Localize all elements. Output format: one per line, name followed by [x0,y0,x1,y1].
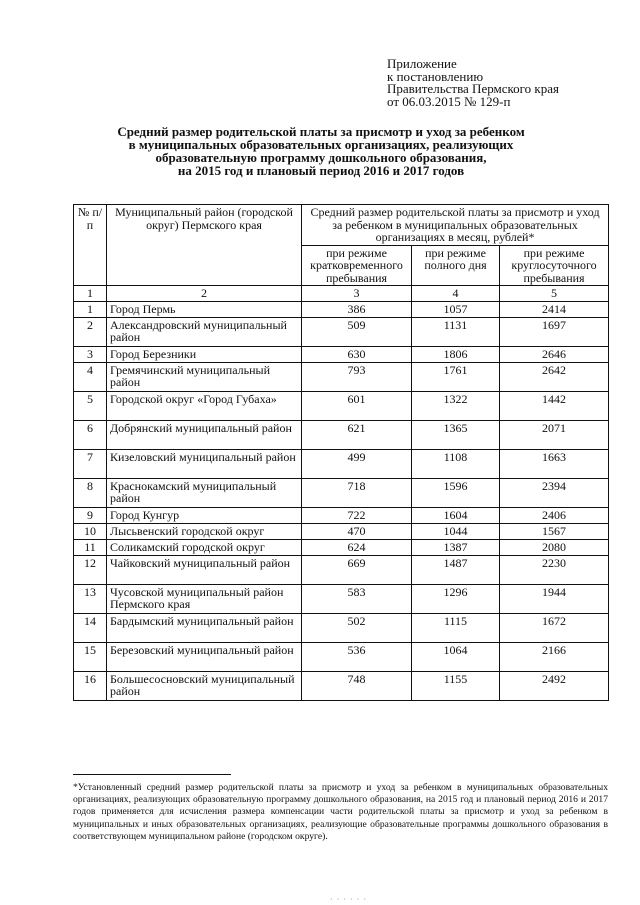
appendix-reference [387,58,559,108]
document-title [96,125,546,177]
row-number: 9 [74,507,107,523]
table-row [74,642,609,671]
fee-round-the-clock: 2071 [500,420,609,449]
row-number: 4 [74,362,107,391]
row-number: 5 [74,391,107,420]
fee-full-day: 1057 [412,301,500,317]
table-row [74,507,609,523]
district-name: Соликамский городской округ [107,539,302,555]
table-row [74,391,609,420]
fee-short-stay: 509 [302,317,412,346]
fee-round-the-clock: 2414 [500,301,609,317]
fee-round-the-clock: 1672 [500,613,609,642]
district-name: Город Березники [107,346,302,362]
fee-full-day: 1131 [412,317,500,346]
district-name: Чусовской муниципальный район Пермского края [107,584,302,613]
fee-short-stay: 499 [302,449,412,478]
table-row [74,346,609,362]
district-name: Большесосновский муниципальный район [107,671,302,700]
fee-full-day: 1044 [412,523,500,539]
fee-short-stay: 583 [302,584,412,613]
header-round-the-clock: при режиме круглосуточного пребывания [500,245,609,286]
table-row [74,420,609,449]
fee-short-stay: 624 [302,539,412,555]
fee-full-day: 1387 [412,539,500,555]
column-number: 1 [74,286,107,302]
fee-short-stay: 386 [302,301,412,317]
row-number: 15 [74,642,107,671]
district-name: Город Пермь [107,301,302,317]
row-number: 14 [74,613,107,642]
fee-short-stay: 630 [302,346,412,362]
appendix-line: Приложение [387,56,457,71]
fee-short-stay: 718 [302,478,412,507]
row-number: 7 [74,449,107,478]
table-row [74,613,609,642]
row-number: 12 [74,555,107,584]
appendix-line: к постановлению [387,68,484,84]
table-row [74,584,609,613]
fee-short-stay: 470 [302,523,412,539]
header-fee-group: Средний размер родительской платы за присмотр и уход за ребенком в муниципальных образовательных организациях в месяц, рублей* [302,205,609,246]
column-number: 3 [302,286,412,302]
table-row [74,539,609,555]
fee-full-day: 1296 [412,584,500,613]
fee-short-stay: 722 [302,507,412,523]
table-row [74,317,609,346]
fee-full-day: 1761 [412,362,500,391]
district-name: Городской округ «Город Губаха» [107,391,302,420]
fee-full-day: 1596 [412,478,500,507]
fee-short-stay: 669 [302,555,412,584]
fee-full-day: 1108 [412,449,500,478]
fee-round-the-clock: 1663 [500,449,609,478]
scan-artifact-dots: · · · · · · [330,895,367,904]
fee-round-the-clock: 2406 [500,507,609,523]
fee-round-the-clock: 2394 [500,478,609,507]
fee-round-the-clock: 2230 [500,555,609,584]
fees-table [73,204,609,701]
footnote: *Установленный средний размер родительской платы за присмотр и уход за ребенком в муниципальных образовательных организациях, реализующих образовательную программу дошкольного образования, на 2015 год и плановый период 2016 и 2017 годов применяется для исчисления размера компенсации части родительской платы за присмотр и уход за ребенком в муниципальных и иных образовательных организациях, реализующие образовательные программы дошкольного образования в соответствующем муниципальном районе (городском округе). [73,782,608,842]
fee-round-the-clock: 2166 [500,642,609,671]
table-row [74,449,609,478]
fee-full-day: 1155 [412,671,500,700]
row-number: 2 [74,317,107,346]
fee-full-day: 1115 [412,613,500,642]
fee-short-stay: 536 [302,642,412,671]
appendix-line: от 06.03.2015 № 129-п [387,93,511,109]
fee-round-the-clock: 1944 [500,584,609,613]
fee-short-stay: 601 [302,391,412,420]
header-short-stay: при режиме кратковременного пребывания [302,245,412,286]
row-number: 6 [74,420,107,449]
column-number: 5 [500,286,609,302]
district-name: Гремячинский муниципальный район [107,362,302,391]
fee-full-day: 1064 [412,642,500,671]
header-num: № п/п [74,205,107,286]
footnote-divider [73,774,231,775]
table-row [74,555,609,584]
title-line: в муниципальных образовательных организациях, реализующих [128,137,514,152]
fee-round-the-clock: 2492 [500,671,609,700]
column-number-row [74,286,609,302]
fee-short-stay: 621 [302,420,412,449]
fee-round-the-clock: 2080 [500,539,609,555]
table-row [74,478,609,507]
table-row [74,301,609,317]
district-name: Город Кунгур [107,507,302,523]
fee-full-day: 1322 [412,391,500,420]
row-number: 11 [74,539,107,555]
title-line: образовательную программу дошкольного образования, [155,150,487,165]
district-name: Лысьвенский городской округ [107,523,302,539]
header-full-day: при режиме полного дня [412,245,500,286]
table-row [74,671,609,700]
row-number: 10 [74,523,107,539]
title-line: на 2015 год и плановый период 2016 и 2017 годов [177,163,465,178]
district-name: Бардымский муниципальный район [107,613,302,642]
fee-full-day: 1604 [412,507,500,523]
column-number: 2 [107,286,302,302]
row-number: 16 [74,671,107,700]
appendix-line: Правительства Пермского края [387,81,559,96]
district-name: Березовский муниципальный район [107,642,302,671]
header-district: Муниципальный район (городской округ) Пермского края [107,205,302,286]
row-number: 1 [74,301,107,317]
row-number: 8 [74,478,107,507]
table-body [74,286,609,701]
fee-full-day: 1487 [412,555,500,584]
fee-round-the-clock: 1442 [500,391,609,420]
row-number: 3 [74,346,107,362]
fee-round-the-clock: 1697 [500,317,609,346]
title-line: Средний размер родительской платы за присмотр и уход за ребенком [117,124,525,139]
fee-short-stay: 793 [302,362,412,391]
fee-short-stay: 502 [302,613,412,642]
district-name: Александровский муниципальный район [107,317,302,346]
row-number: 13 [74,584,107,613]
fee-round-the-clock: 2642 [500,362,609,391]
table-header-row [74,205,609,246]
table-row [74,523,609,539]
district-name: Добрянский муниципальный район [107,420,302,449]
fee-full-day: 1806 [412,346,500,362]
fee-round-the-clock: 2646 [500,346,609,362]
fee-short-stay: 748 [302,671,412,700]
fee-full-day: 1365 [412,420,500,449]
district-name: Краснокамский муниципальный район [107,478,302,507]
table-row [74,362,609,391]
fee-round-the-clock: 1567 [500,523,609,539]
column-number: 4 [412,286,500,302]
district-name: Чайковский муниципальный район [107,555,302,584]
district-name: Кизеловский муниципальный район [107,449,302,478]
